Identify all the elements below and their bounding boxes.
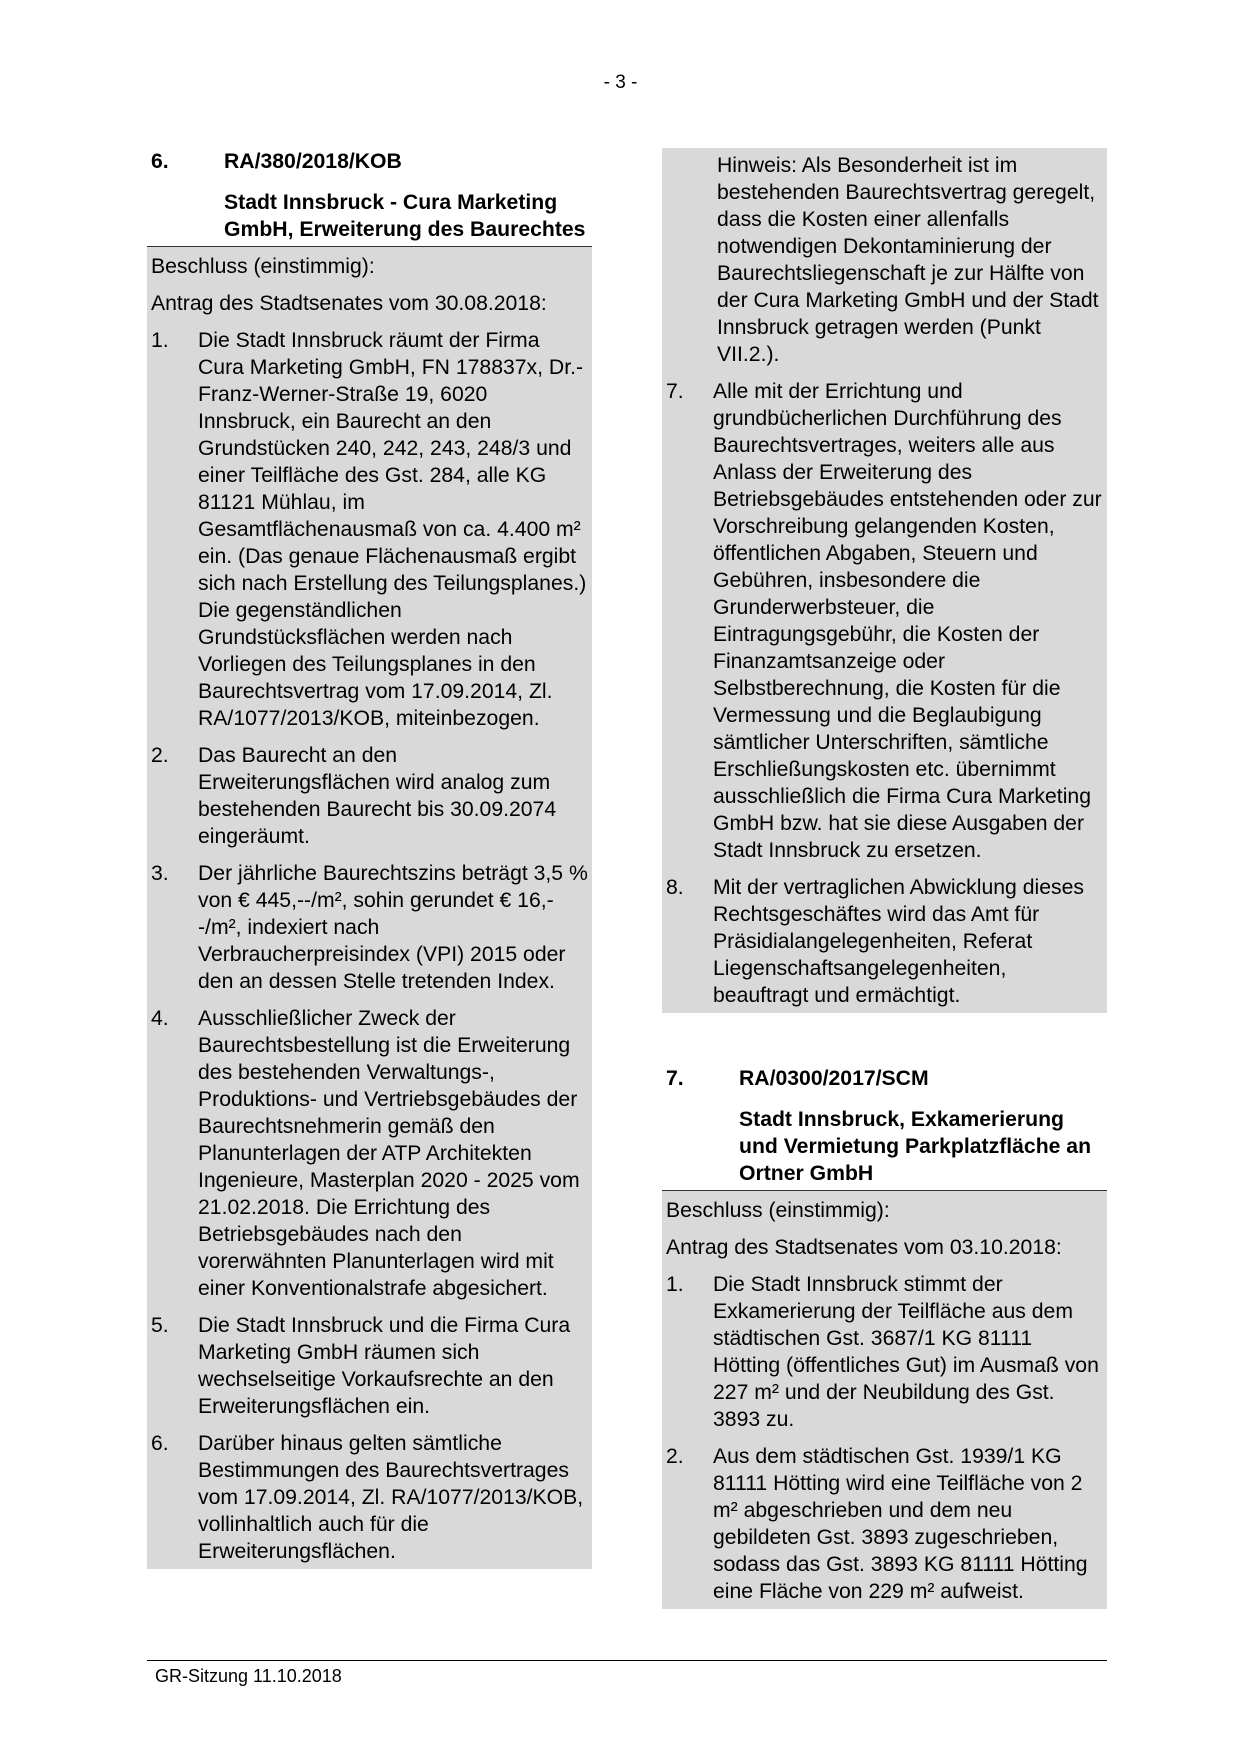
item-number: 1. bbox=[151, 329, 169, 352]
section-reference: RA/380/2018/KOB bbox=[224, 150, 402, 173]
section-6-heading bbox=[147, 148, 592, 247]
decision-items bbox=[151, 327, 588, 1565]
item-text: Darüber hinaus gelten sämtliche Bestimmungen des Baurechtsvertrages vom 17.09.2014, Zl. RA/1077/2013/KOB, vollinhaltlich auch für die Erweiterungsflächen. bbox=[198, 1432, 584, 1563]
list-item bbox=[666, 1271, 1103, 1433]
item-text: Ausschließlicher Zweck der Baurechtsbestellung ist die Erweiterung des bestehenden Verwaltungs-, Produktions- und Vertriebsgebäudes der Baurechtsnehmerin gemäß den Planunterlagen der ATP Architekten Ingenieure, Masterplan 2020 - 2025 vom 21.02.2018. Die Errichtung des Betriebsgebäudes nach den vorerwähnten Planunterlagen wird mit einer Konventionalstrafe abgesichert. bbox=[198, 1007, 580, 1300]
footer-text: GR-Sitzung 11.10.2018 bbox=[155, 1666, 342, 1686]
section-6-continued bbox=[662, 148, 1107, 1013]
item-text: Das Baurecht an den Erweiterungsflächen wird analog zum bestehenden Baurecht bis 30.09.2074 eingeräumt. bbox=[198, 744, 557, 848]
item-number: 3. bbox=[151, 862, 169, 885]
item-text: Die Stadt Innsbruck und die Firma Cura Marketing GmbH räumen sich wechselseitige Vorkaufsrechte an den Erweiterungsflächen ein. bbox=[198, 1314, 571, 1418]
section-number: 7. bbox=[666, 1067, 684, 1090]
decision-items bbox=[666, 1271, 1103, 1605]
item-text: Die Stadt Innsbruck räumt der Firma Cura Marketing GmbH, FN 178837x, Dr.-Franz-Werner-Straße 19, 6020 Innsbruck, ein Baurecht an den Grundstücken 240, 242, 243, 248/3 und einer Teilfläche des Gst. 284, alle KG 81121 Mühlau, im Gesamtflächenausmaß von ca. 4.400 m² ein. (Das genaue Flächenausmaß ergibt sich nach Erstellung des Teilungsplanes.) Die gegenständlichen Grundstücksflächen werden nach Vorliegen des Teilungsplanes in den Baurechtsvertrag vom 17.09.2014, Zl. RA/1077/2013/KOB, miteinbezogen. bbox=[198, 329, 587, 730]
item-text: Die Stadt Innsbruck stimmt der Exkamerierung der Teilfläche aus dem städtischen Gst. 3687/1 KG 81111 Hötting (öffentliches Gut) im Ausmaß von 227 m² und der Neubildung des Gst. 3893 zu. bbox=[713, 1273, 1099, 1431]
item-number: 7. bbox=[666, 380, 684, 403]
item-number: 6. bbox=[151, 1432, 169, 1455]
motion-label: Antrag des Stadtsenates vom 03.10.2018: bbox=[666, 1236, 1062, 1259]
note-paragraph: Hinweis: Als Besonderheit ist im bestehenden Baurechtsvertrag geregelt, dass die Kosten einer allenfalls notwendigen Dekontaminierung der Baurechtsliegenschaft je zur Hälfte von der Cura Marketing GmbH und der Stadt Innsbruck getragen werden (Punkt VII.2.). bbox=[717, 154, 1099, 366]
list-item bbox=[151, 742, 588, 850]
section-7-body bbox=[662, 1191, 1107, 1609]
section-number: 6. bbox=[151, 150, 169, 173]
item-text: Mit der vertraglichen Abwicklung dieses Rechtsgeschäftes wird das Amt für Präsidialangelegenheiten, Referat Liegenschaftsangelegenheiten, beauftragt und ermächtigt. bbox=[713, 876, 1084, 1007]
page-number: - 3 - bbox=[603, 72, 638, 93]
left-column bbox=[147, 148, 592, 1569]
list-item bbox=[666, 874, 1103, 1009]
section-7-heading bbox=[662, 1065, 1107, 1191]
section-6-body bbox=[147, 247, 592, 1569]
item-text: Alle mit der Errichtung und grundbücherlichen Durchführung des Baurechtsvertrages, weiters alle aus Anlass der Erweiterung des Betriebsgebäudes entstehenden oder zur Vorschreibung gelangenden Kosten, öffentlichen Abgaben, Steuern und Gebühren, insbesondere die Grunderwerbsteuer, die Eintragungsgebühr, die Kosten der Finanzamtsanzeige oder Selbstberechnung, die Kosten für die Vermessung und die Beglaubigung sämtlicher Unterschriften, sämtliche Erschließungskosten etc. übernimmt ausschließlich die Firma Cura Marketing GmbH bzw. hat sie diese Ausgaben der Stadt Innsbruck zu ersetzen. bbox=[713, 380, 1102, 862]
list-item bbox=[151, 1312, 588, 1420]
motion-label: Antrag des Stadtsenates vom 30.08.2018: bbox=[151, 292, 547, 315]
list-item bbox=[666, 378, 1103, 864]
decision-items-continued bbox=[666, 378, 1103, 1009]
item-number: 1. bbox=[666, 1273, 684, 1296]
right-column bbox=[662, 148, 1107, 1609]
list-item bbox=[151, 860, 588, 995]
item-text: Der jährliche Baurechtszins beträgt 3,5 % von € 445,--/m², sohin gerundet € 16,--/m², indexiert nach Verbraucherpreisindex (VPI) 2015 oder den an dessen Stelle tretenden Index. bbox=[198, 862, 588, 993]
item-number: 4. bbox=[151, 1007, 169, 1030]
section-title: Stadt Innsbruck, Exkamerierung und Vermietung Parkplatzfläche an Ortner GmbH bbox=[739, 1108, 1092, 1185]
footer-divider bbox=[147, 1660, 1107, 1661]
item-number: 8. bbox=[666, 876, 684, 899]
section-reference: RA/0300/2017/SCM bbox=[739, 1067, 929, 1090]
list-item bbox=[151, 1430, 588, 1565]
list-item bbox=[151, 327, 588, 732]
decision-label: Beschluss (einstimmig): bbox=[151, 255, 375, 278]
list-item bbox=[151, 1005, 588, 1302]
item-number: 5. bbox=[151, 1314, 169, 1337]
item-number: 2. bbox=[151, 744, 169, 767]
item-text: Aus dem städtischen Gst. 1939/1 KG 81111 Hötting wird eine Teilfläche von 2 m² abgeschrieben und dem neu gebildeten Gst. 3893 zugeschrieben, sodass das Gst. 3893 KG 81111 Hötting eine Fläche von 229 m² aufweist. bbox=[713, 1445, 1088, 1603]
section-title: Stadt Innsbruck - Cura Marketing GmbH, Erweiterung des Baurechtes bbox=[224, 191, 586, 241]
decision-label: Beschluss (einstimmig): bbox=[666, 1199, 890, 1222]
item-number: 2. bbox=[666, 1445, 684, 1468]
list-item bbox=[666, 1443, 1103, 1605]
